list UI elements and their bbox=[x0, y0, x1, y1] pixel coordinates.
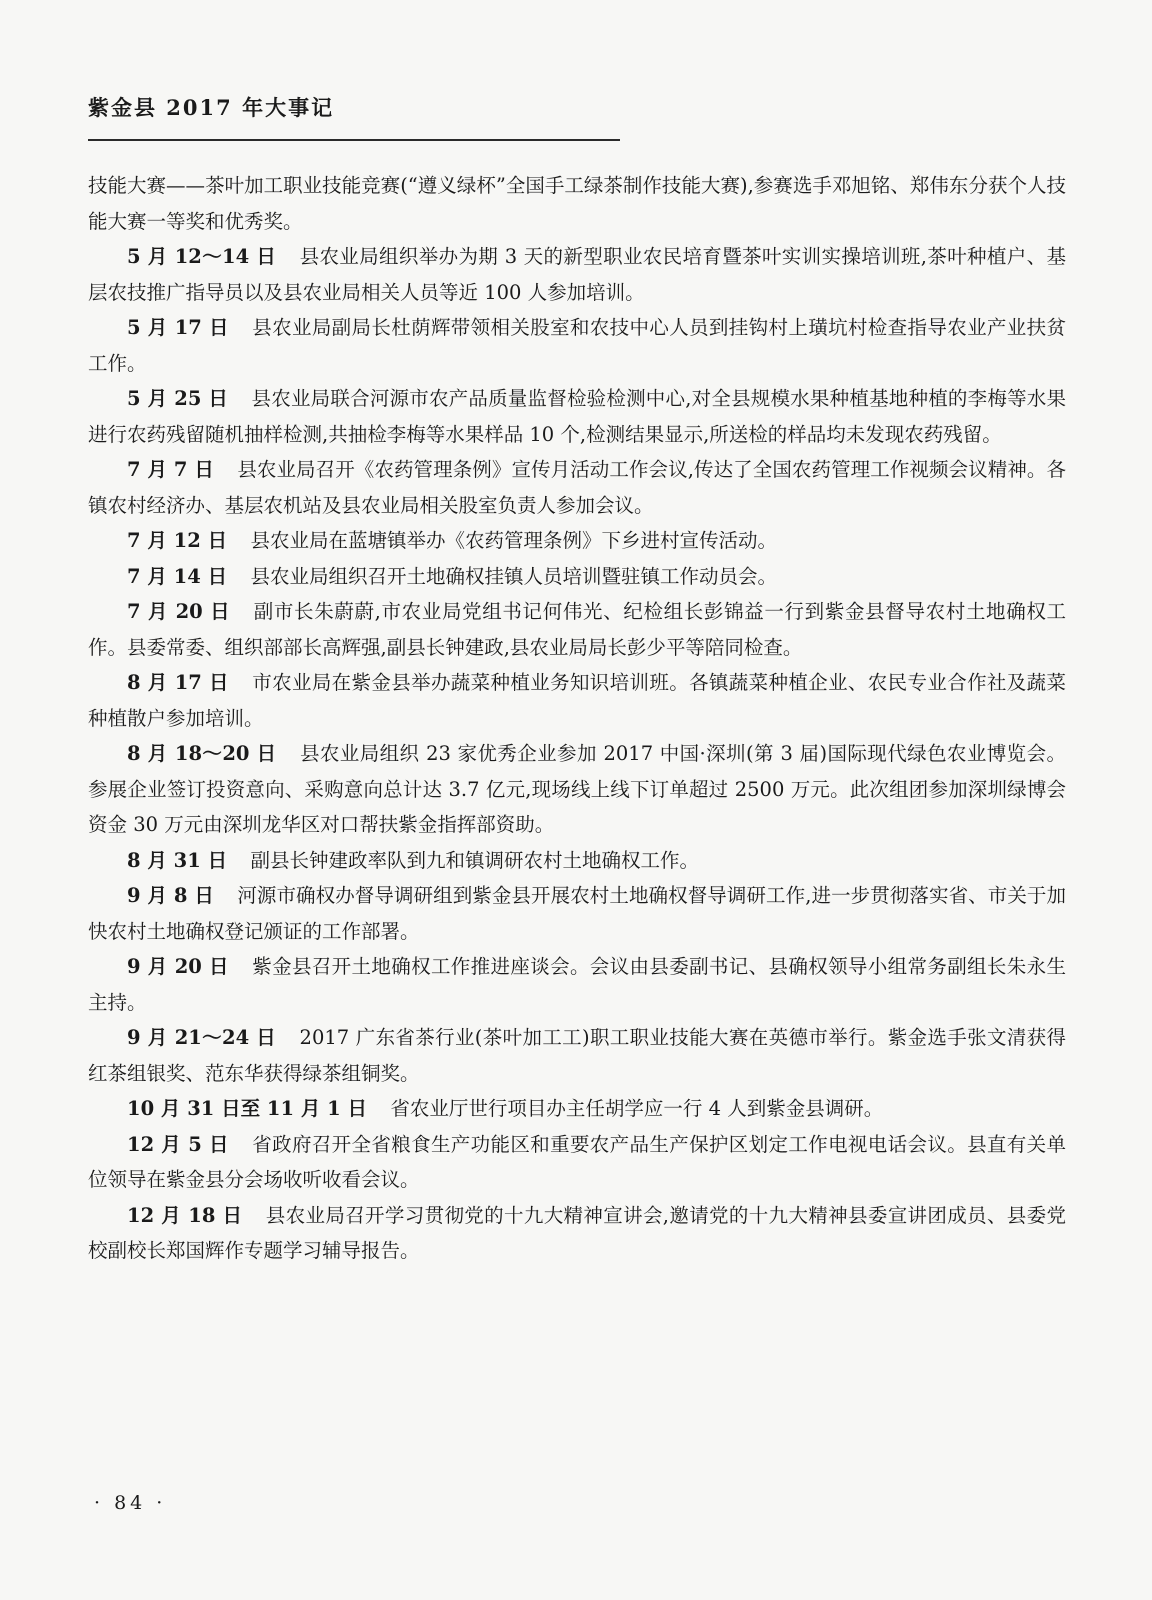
entry-text: 县农业局联合河源市农产品质量监督检验检测中心,对全县规模水果种植基地种植的李梅等水果进行农药残留随机抽样检测,共抽检李梅等水果样品 10 个,检测结果显示,所送检的样品均未发现农药残留。 bbox=[88, 387, 1066, 446]
entry-text: 县农业局召开学习贯彻党的十九大精神宣讲会,邀请党的十九大精神县委宣讲团成员、县委党校副校长郑国辉作专题学习辅导报告。 bbox=[88, 1203, 1067, 1262]
chronicle-entry bbox=[88, 381, 1066, 452]
entry-date: 7 月 20 日 bbox=[127, 600, 231, 623]
entry-date: 7 月 14 日 bbox=[127, 564, 228, 588]
chronicle-entry bbox=[88, 239, 1066, 310]
running-head-title: 紫金县 2017 年大事记 bbox=[88, 95, 335, 120]
entry-date: 5 月 17 日 bbox=[127, 316, 229, 339]
entry-date: 8 月 17 日 bbox=[127, 671, 229, 694]
entry-date: 12 月 5 日 bbox=[127, 1132, 229, 1156]
entry-date: 5 月 12～14 日 bbox=[127, 245, 277, 268]
entry-date: 7 月 12 日 bbox=[127, 529, 228, 552]
chronicle-entry bbox=[88, 1091, 1066, 1127]
entry-text: 县农业局在蓝塘镇举办《农药管理条例》下乡进村宣传活动。 bbox=[250, 529, 777, 552]
chronicle-entry bbox=[88, 594, 1066, 665]
entry-date: 9 月 20 日 bbox=[127, 955, 229, 978]
chronicle-entry bbox=[88, 736, 1066, 843]
chronicle-entry bbox=[88, 949, 1066, 1020]
entry-date: 8 月 31 日 bbox=[127, 848, 228, 872]
chronicle-entry bbox=[88, 878, 1066, 949]
chronicle-entry bbox=[88, 665, 1066, 736]
entry-text: 市农业局在紫金县举办蔬菜种植业务知识培训班。各镇蔬菜种植企业、农民专业合作社及蔬菜种植散户参加培训。 bbox=[88, 671, 1066, 730]
chronicle-body bbox=[88, 168, 1066, 1269]
chronicle-entry bbox=[88, 452, 1066, 523]
entry-text: 县农业局召开《农药管理条例》宣传月活动工作会议,传达了全国农药管理工作视频会议精神。各镇农村经济办、基层农机站及县农业局相关股室负责人参加会议。 bbox=[88, 458, 1066, 517]
entry-text: 紫金县召开土地确权工作推进座谈会。会议由县委副书记、县确权领导小组常务副组长朱永生主持。 bbox=[88, 955, 1066, 1014]
entry-text: 县农业局组织 23 家优秀企业参加 2017 中国·深圳(第 3 届)国际现代绿色农业博览会。参展企业签订投资意向、采购意向总计达 3.7 亿元,现场线上线下订单超过 2500 万元。此次组团参加深圳绿博会资金 30 万元由深圳龙华区对口帮扶紫金指挥部资助。 bbox=[88, 742, 1066, 836]
chronicle-entry bbox=[88, 168, 1066, 239]
entry-text: 副县长钟建政率队到九和镇调研农村土地确权工作。 bbox=[250, 848, 699, 872]
chronicle-entry bbox=[88, 1127, 1066, 1198]
entry-text: 2017 广东省茶行业(茶叶加工工)职工职业技能大赛在英德市举行。紫金选手张文清获得红茶组银奖、范东华获得绿茶组铜奖。 bbox=[88, 1026, 1066, 1085]
entry-date: 8 月 18～20 日 bbox=[127, 742, 277, 765]
entry-text: 省政府召开全省粮食生产功能区和重要农产品生产保护区划定工作电视电话会议。县直有关单位领导在紫金县分会场收听收看会议。 bbox=[88, 1132, 1066, 1191]
entry-text: 县农业局组织举办为期 3 天的新型职业农民培育暨茶叶实训实操培训班,茶叶种植户、基层农技推广指导员以及县农业局相关人员等近 100 人参加培训。 bbox=[88, 245, 1066, 304]
entry-date: 7 月 7 日 bbox=[127, 458, 214, 481]
entry-text: 河源市确权办督导调研组到紫金县开展农村土地确权督导调研工作,进一步贯彻落实省、市关于加快农村土地确权登记颁证的工作部署。 bbox=[88, 884, 1066, 943]
entry-text: 县农业局组织召开土地确权挂镇人员培训暨驻镇工作动员会。 bbox=[250, 564, 777, 588]
chronicle-entry bbox=[88, 1198, 1066, 1269]
chronicle-entry bbox=[88, 1020, 1066, 1091]
chronicle-entry bbox=[88, 523, 1066, 559]
chronicle-entry bbox=[88, 310, 1066, 381]
entry-date: 12 月 18 日 bbox=[127, 1203, 243, 1227]
entry-date: 10 月 31 日至 11 月 1 日 bbox=[127, 1097, 367, 1120]
entry-text: 副市长朱蔚蔚,市农业局党组书记何伟光、纪检组长彭锦益一行到紫金县督导农村土地确权工作。县委常委、组织部部长高辉强,副县长钟建政,县农业局局长彭少平等陪同检查。 bbox=[88, 600, 1067, 659]
entry-text: 县农业局副局长杜荫辉带领相关股室和农技中心人员到挂钩村上璜坑村检查指导农业产业扶贫工作。 bbox=[88, 316, 1066, 375]
entry-text: 技能大赛——茶叶加工职业技能竞赛(“遵义绿杯”全国手工绿茶制作技能大赛),参赛选手邓旭铭、郑伟东分获个人技能大赛一等奖和优秀奖。 bbox=[88, 174, 1066, 233]
chronicle-entry bbox=[88, 559, 1066, 595]
header-rule bbox=[88, 139, 620, 141]
entry-date: 9 月 21～24 日 bbox=[127, 1026, 277, 1049]
entry-text: 省农业厅世行项目办主任胡学应一行 4 人到紫金县调研。 bbox=[390, 1097, 884, 1120]
entry-date: 9 月 8 日 bbox=[127, 884, 214, 907]
page-number: · 84 · bbox=[94, 1492, 167, 1514]
chronicle-entry bbox=[88, 843, 1066, 879]
entry-date: 5 月 25 日 bbox=[127, 387, 229, 410]
